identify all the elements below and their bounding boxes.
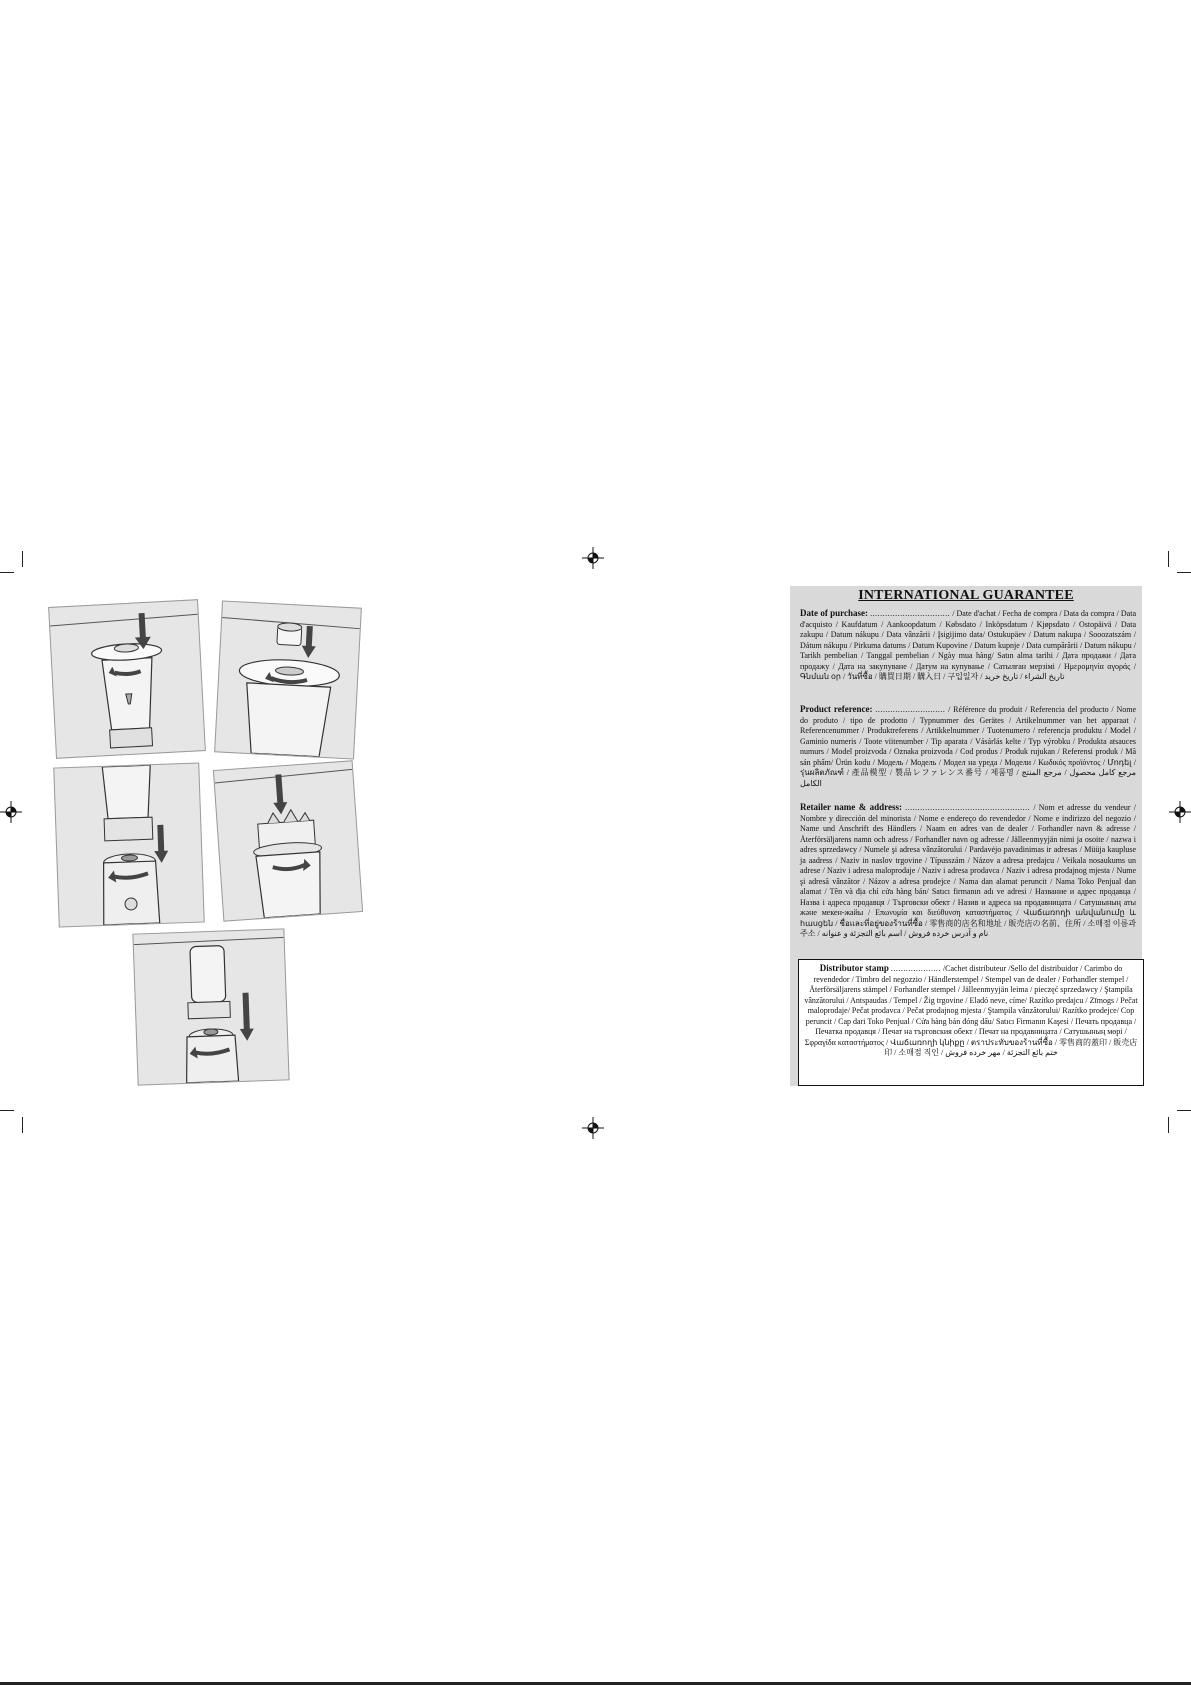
crop-mark xyxy=(1168,551,1169,567)
retailer-dots: .................................................. xyxy=(905,803,1031,812)
product-reference-heading: Product reference: xyxy=(800,704,873,714)
distributor-stamp-body: /Cachet distributeur /Sello del distribuidor / Carimbo do revendedor / Timbro del negozzio / Händlerstempel / Stempel van de dealer / Forhandler stempel / Återförsäljarens stämpel / Forhandler stempel / Jälleenmyyjän leima / pieczęć sprzedawcy / Ştampila vânzătorului / Antspaudas / Tempel / Žig trgovine / Eladó neve, címe/ Razítko predajcu / Zīmogs / Pečat maloprodaje/ Pečat prodavca / Pečat prodajnog mjesta / Ştampila vânzătorului/ Razítko prodejce/ Cop peruncit / Cap dari Toko Penjual / Cửa hàng bán đóng dấu/ Satıcı Firmanın Kaşesi / Печать продавца / Печатка продавця / Печат на търговския обект / Печат на продавницата / Сатушының мөрі / Σφραγίδα καταστήματος / Վաճառողի կնիքը / ตราประทับของร้านที่ซื้อ / 零售商的蓋印 / 販売店印 / 소매점 직인 / ختم بائع التجزئة / مهر خرده فروش xyxy=(804,964,1138,1057)
crop-mark xyxy=(1177,572,1191,573)
retailer-text: / Nom et adresse du vendeur / Nombre y dirección del minorista / Nome e endereço do revendedor / Nome e indirizzo del negozio / Name und Anschrift des Händlers / Naam en adres van de dealer / Forhandler navn & adresse / Återförsäljarens namn och adress / Forhandler navn og adresse / Jälleenmyyjän nimi ja osoite / nazwa i adres sprzedawcy / Numele şi adresa vânzătorului / Pardavėjo pavadinimas ir adresas / Müüja kaupluse ja aadress / Naziv in naslov trgovine / Típusszám / Názov a adresa predajcu / Veikala nosaukums un adrese / Naziv i adresa maloprodaje / Naziv i adresa prodavca / Naziv i adresa prodajnog mjesta / Nume şi adresă vânzător / Názov a adresa prodejce / Nama dan alamat peruncit / Nama Toko Penjual dan alamat / Tên và địa chỉ cửa hàng bán/ Satıcı firmanın adı ve adresi / Название и адрес продавца / Назва і адреса продавця / Търговски обект / Назив и адреса на продавницата / Сатушының аты және мекен-жайы / Επωνυμία και διεύθυνση καταστήματος / Վաճառողի անվանումը և հասցեն / ชื่อและที่อยู่ของร้านที่ซื้อ / 零售商的店名和地址 / 販売店の名前、住所 / 소매점 이름과 주소 / نام و آدرس خرده فروش / اسم بائع التجزئة و عنوانه xyxy=(800,803,1136,938)
illustration-cap-lock xyxy=(214,600,362,759)
registration-mark-icon xyxy=(1169,801,1191,823)
illustration-lid-lock xyxy=(48,599,206,759)
retailer-heading: Retailer name & address: xyxy=(800,802,902,812)
illustration-blade-unit xyxy=(213,760,363,921)
blender-jug-icon xyxy=(215,601,361,758)
date-of-purchase-dots: ................................ xyxy=(870,609,951,618)
illustration-bottle-on-base xyxy=(132,928,289,1085)
registration-mark-icon xyxy=(0,801,22,823)
product-reference-text: / Référence du produit / Referencia del producto / Nome do produto / tipo de prodotto / Typnummer des Gerätes / Artikelnummer van het apparaat / Referencenummer / Produktreferens / Artikkelnummer / Tuotenumero / referencja produktu / Model / Gaminio numeris / Toote viitenumber / Tip aparata / Vásárlás kelte / Typ výrobku / Produkta atsauces numurs / Model proizvoda / Oznaka proizvoda / Cod produs / Produk rujukan / Referensi produk / Mã sản phẩm/ Ürün kodu / Модель / Модель / Модел на уреда / Модели / Κωδικός προϊόντος / Մոդել / รุ่นผลิตภัณฑ์ / 產品模型 / 製品レファレンス番号 / 제품명 / مرجع كامل محصول / مرجع المنتج الكامل xyxy=(800,705,1137,788)
blender-jug-icon xyxy=(49,600,205,758)
blender-base-icon xyxy=(54,764,203,927)
registration-mark-icon xyxy=(582,1117,604,1139)
product-reference-dots: ............................ xyxy=(875,705,946,714)
crop-mark xyxy=(22,551,23,567)
distributor-stamp-box xyxy=(798,959,1144,1086)
registration-mark-icon xyxy=(582,547,604,569)
crop-mark xyxy=(1168,1117,1169,1133)
illustration-jug-on-base xyxy=(53,763,204,928)
distributor-stamp-text xyxy=(803,963,1139,1059)
crop-mark xyxy=(22,1117,23,1133)
product-reference-section xyxy=(800,704,1136,789)
date-of-purchase-section xyxy=(800,608,1136,683)
retailer-section xyxy=(800,802,1136,940)
guarantee-title: INTERNATIONAL GUARANTEE xyxy=(858,588,1074,603)
distributor-stamp-heading: Distributor stamp xyxy=(819,963,889,973)
blade-assembly-icon xyxy=(214,761,362,920)
crop-mark xyxy=(1177,1110,1191,1111)
date-of-purchase-heading: Date of purchase: xyxy=(800,608,869,618)
crop-mark xyxy=(0,572,14,573)
distributor-stamp-dots: .................... xyxy=(890,964,941,973)
date-of-purchase-text: / Date d'achat / Fecha de compra / Data da compra / Data d'acquisto / Kaufdatum / Aankoopdatum / Købsdato / Inköpsdatum / Kjøpsdato / Ostopäivä / Data zakupu / Datum nákupu / Data vânzării / Įsigijimo data/ Ostukupäev / Datum nakupa / Sooozatszám / Dátum nákupu / Pirkuma datums / Datum Kupovine / Datum kupnje / Data cumpărării / Datum nákupu / Tarikh pembelian / Tanggal pembelian / Ngày mua hàng/ Satın alma tarihi / Дата продажи / Дата продажу / Дата на закупуване / Датум на купување / Сатылған мерзімі / Ημερομηνία αγοράς / Գնման օր / วันที่ซื้อ / 購買日期 / 購入日 / 구입일자 / تاريخ الشراء / تاريخ خريد xyxy=(800,609,1136,681)
crop-mark xyxy=(0,1110,14,1111)
sport-bottle-icon xyxy=(133,929,288,1084)
